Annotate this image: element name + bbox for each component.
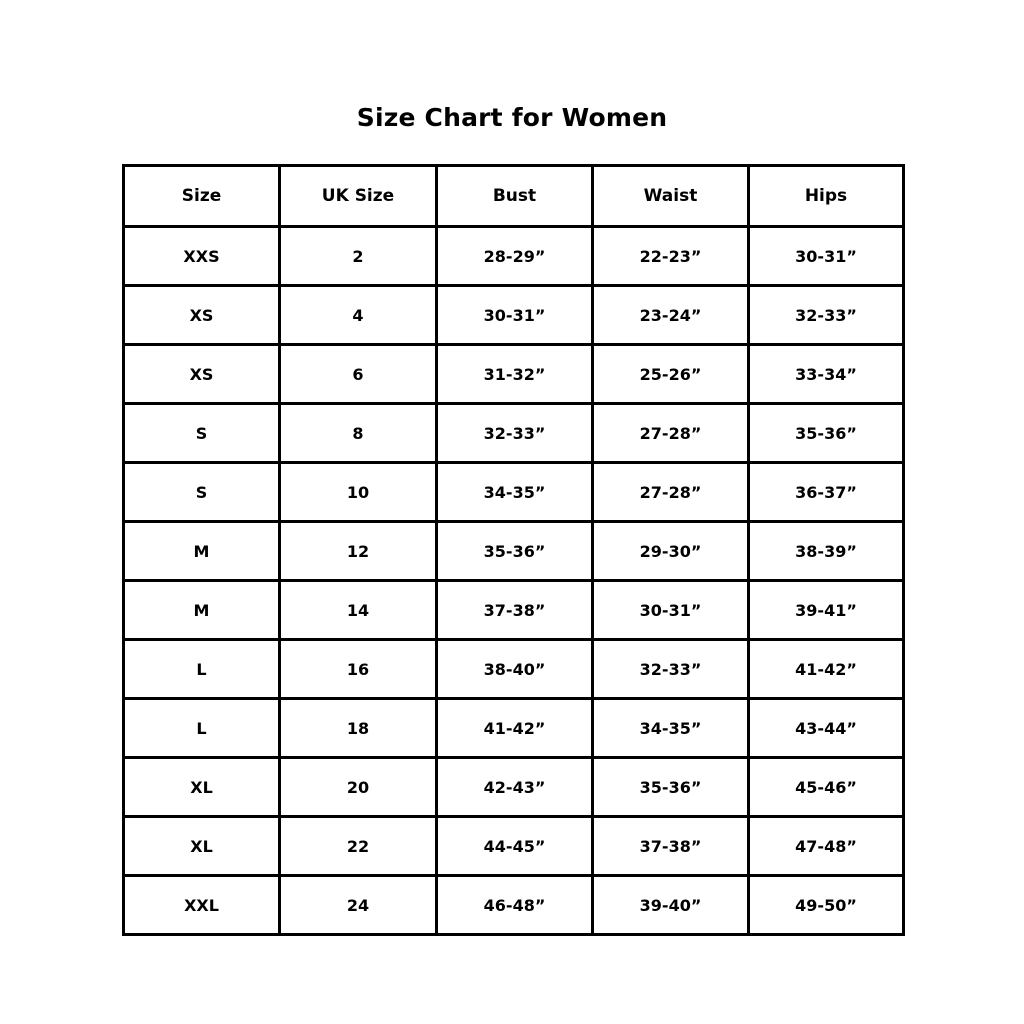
cell-bust: 37-38” [437,581,593,640]
cell-uk-size: 16 [280,640,437,699]
table-row [124,463,904,522]
cell-size: XXS [124,227,280,286]
cell-hips: 39-41” [749,581,904,640]
table-row [124,758,904,817]
table-row [124,699,904,758]
cell-waist: 30-31” [593,581,749,640]
cell-size: XL [124,758,280,817]
table-body [124,227,904,935]
cell-bust: 35-36” [437,522,593,581]
cell-hips: 47-48” [749,817,904,876]
table-row [124,286,904,345]
size-table-container [122,164,902,936]
cell-bust: 42-43” [437,758,593,817]
cell-uk-size: 20 [280,758,437,817]
cell-size: XXL [124,876,280,935]
cell-waist: 34-35” [593,699,749,758]
cell-hips: 38-39” [749,522,904,581]
table-row [124,404,904,463]
cell-hips: 36-37” [749,463,904,522]
cell-size: L [124,640,280,699]
table-row [124,522,904,581]
table-row [124,817,904,876]
cell-hips: 30-31” [749,227,904,286]
table-header-row [124,166,904,227]
cell-waist: 22-23” [593,227,749,286]
cell-size: M [124,522,280,581]
cell-bust: 28-29” [437,227,593,286]
cell-bust: 46-48” [437,876,593,935]
cell-uk-size: 18 [280,699,437,758]
cell-hips: 41-42” [749,640,904,699]
cell-uk-size: 8 [280,404,437,463]
cell-hips: 43-44” [749,699,904,758]
cell-waist: 25-26” [593,345,749,404]
cell-uk-size: 6 [280,345,437,404]
cell-hips: 49-50” [749,876,904,935]
cell-bust: 34-35” [437,463,593,522]
column-header-waist: Waist [593,166,749,227]
column-header-bust: Bust [437,166,593,227]
cell-size: S [124,404,280,463]
column-header-hips: Hips [749,166,904,227]
cell-waist: 32-33” [593,640,749,699]
table-row [124,640,904,699]
cell-size: M [124,581,280,640]
table-row [124,876,904,935]
cell-waist: 39-40” [593,876,749,935]
cell-size: XL [124,817,280,876]
cell-waist: 29-30” [593,522,749,581]
cell-uk-size: 24 [280,876,437,935]
cell-waist: 23-24” [593,286,749,345]
cell-waist: 27-28” [593,463,749,522]
cell-bust: 30-31” [437,286,593,345]
cell-waist: 37-38” [593,817,749,876]
cell-bust: 38-40” [437,640,593,699]
cell-uk-size: 2 [280,227,437,286]
page-title: Size Chart for Women [356,103,668,132]
cell-hips: 45-46” [749,758,904,817]
table-header [124,166,904,227]
table-row [124,227,904,286]
column-header-uk-size: UK Size [280,166,437,227]
cell-uk-size: 10 [280,463,437,522]
cell-uk-size: 12 [280,522,437,581]
cell-size: XS [124,286,280,345]
cell-hips: 35-36” [749,404,904,463]
cell-bust: 44-45” [437,817,593,876]
cell-uk-size: 14 [280,581,437,640]
cell-size: S [124,463,280,522]
cell-bust: 32-33” [437,404,593,463]
size-table [122,164,905,936]
cell-uk-size: 22 [280,817,437,876]
table-row [124,345,904,404]
cell-bust: 31-32” [437,345,593,404]
cell-waist: 27-28” [593,404,749,463]
cell-size: XS [124,345,280,404]
cell-bust: 41-42” [437,699,593,758]
cell-hips: 33-34” [749,345,904,404]
cell-size: L [124,699,280,758]
cell-waist: 35-36” [593,758,749,817]
cell-hips: 32-33” [749,286,904,345]
cell-uk-size: 4 [280,286,437,345]
column-header-size: Size [124,166,280,227]
table-row [124,581,904,640]
